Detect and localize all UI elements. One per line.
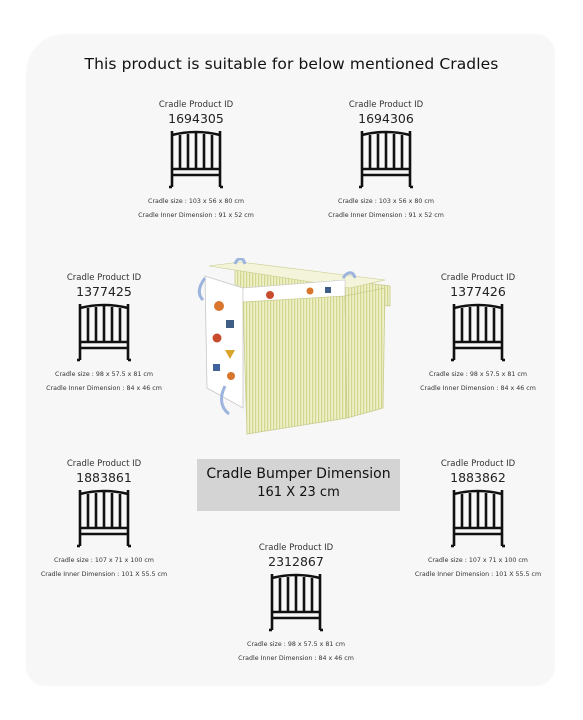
cradle-icon xyxy=(76,488,132,550)
cradle-1694306 xyxy=(291,100,481,220)
cradle-inner-dimension: Cradle Inner Dimension : 84 x 46 cm xyxy=(46,385,162,392)
cradle-size: Cradle size : 98 x 57.5 x 81 cm xyxy=(55,371,153,378)
cradle-inner-dimension: Cradle Inner Dimension : 91 x 52 cm xyxy=(328,212,444,219)
cradle-product-id-label: Cradle Product ID xyxy=(440,273,516,283)
cradle-1377426 xyxy=(383,273,573,393)
cradle-icon xyxy=(450,488,506,550)
bumper-dimension-size: 161 X 23 cm xyxy=(257,485,340,500)
cradle-product-id-label: Cradle Product ID xyxy=(158,100,234,110)
cradle-1377425 xyxy=(9,273,199,393)
cradle-size: Cradle size : 107 x 71 x 100 cm xyxy=(428,557,528,564)
cradle-inner-dimension: Cradle Inner Dimension : 84 x 46 cm xyxy=(238,655,354,662)
cradle-product-id: 1694306 xyxy=(358,111,414,126)
headline: This product is suitable for below mentioned Cradles xyxy=(84,55,499,73)
cradle-size: Cradle size : 98 x 57.5 x 81 cm xyxy=(429,371,527,378)
cradle-product-id: 1883861 xyxy=(76,470,132,485)
cradle-1883861 xyxy=(9,459,199,579)
cradle-product-id: 1377426 xyxy=(450,284,506,299)
cradle-size: Cradle size : 107 x 71 x 100 cm xyxy=(54,557,154,564)
cradle-icon xyxy=(450,302,506,364)
cradle-product-id-label: Cradle Product ID xyxy=(348,100,424,110)
cradle-icon xyxy=(268,572,324,634)
cradle-product-id-label: Cradle Product ID xyxy=(66,459,142,469)
cradle-1694305 xyxy=(101,100,291,220)
cradle-product-id: 1694305 xyxy=(168,111,224,126)
cradle-product-id-label: Cradle Product ID xyxy=(66,273,142,283)
cradle-product-id-label: Cradle Product ID xyxy=(440,459,516,469)
cradle-product-id: 1377425 xyxy=(76,284,132,299)
cradle-size: Cradle size : 98 x 57.5 x 81 cm xyxy=(247,641,345,648)
cradle-inner-dimension: Cradle Inner Dimension : 101 X 55.5 cm xyxy=(414,571,542,578)
bumper-dimension-box xyxy=(197,459,400,511)
cradle-icon xyxy=(76,302,132,364)
cradle-product-id: 1883862 xyxy=(450,470,506,485)
cradle-icon xyxy=(168,129,224,191)
cradle-inner-dimension: Cradle Inner Dimension : 84 x 46 cm xyxy=(420,385,536,392)
cradle-inner-dimension: Cradle Inner Dimension : 91 x 52 cm xyxy=(138,212,254,219)
cradle-inner-dimension: Cradle Inner Dimension : 101 X 55.5 cm xyxy=(40,571,168,578)
cradle-1883862 xyxy=(383,459,573,579)
cradle-size: Cradle size : 103 x 56 x 80 cm xyxy=(148,198,244,205)
cradle-icon xyxy=(358,129,414,191)
cradle-2312867 xyxy=(201,543,391,663)
cradle-product-id-label: Cradle Product ID xyxy=(258,543,334,553)
cradle-product-id: 2312867 xyxy=(268,554,324,569)
bumper-dimension-title: Cradle Bumper Dimension xyxy=(206,466,391,482)
cradle-size: Cradle size : 103 x 56 x 80 cm xyxy=(338,198,434,205)
bumper-product-photo xyxy=(195,258,395,448)
